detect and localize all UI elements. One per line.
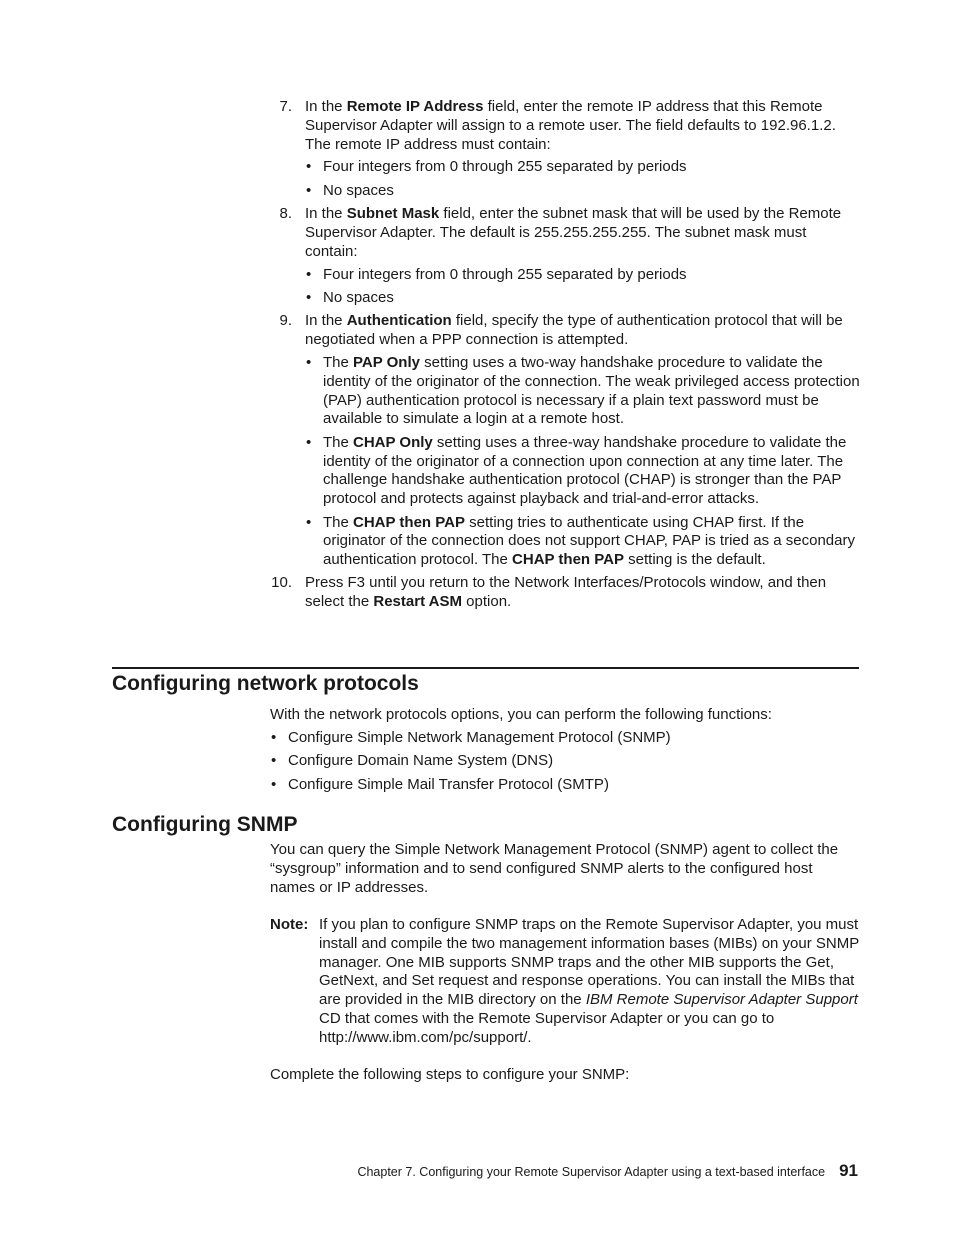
list-item: • Four integers from 0 through 255 separated by periods bbox=[305, 266, 860, 285]
heading-configuring-network-protocols: Configuring network protocols bbox=[112, 672, 419, 695]
note-block bbox=[270, 916, 860, 1048]
step-text: Press F3 until you return to the Network Interfaces/Protocols window, and then select the Restart ASM option. bbox=[305, 574, 827, 611]
list-item-chap-then-pap: • The CHAP then PAP setting tries to authenticate using CHAP first. If the originator of the connection does not support CHAP, PAP is tried as a secondary authentication protocol. The CHAP then PAP setting is the default. bbox=[305, 514, 860, 570]
paragraph: You can query the Simple Network Management Protocol (SNMP) agent to collect the “sysgroup” information and to send configured SNMP alerts to the configured host names or IP addresses. bbox=[270, 841, 839, 896]
paragraph: Complete the following steps to configure your SNMP: bbox=[270, 1066, 630, 1083]
list-item: • No spaces bbox=[305, 289, 860, 308]
network-protocols-bullets bbox=[270, 729, 860, 795]
list-item: • Four integers from 0 through 255 separated by periods bbox=[305, 158, 860, 177]
section-divider bbox=[112, 667, 859, 669]
list-item: • No spaces bbox=[305, 182, 860, 201]
step-number: 9. bbox=[279, 312, 292, 330]
step-text: In the Remote IP Address field, enter the remote IP address that this Remote Supervisor Adapter will assign to a remote user. The field defaults to 192.96.1.2. The remote IP address must contain: bbox=[305, 98, 836, 153]
note-text: If you plan to configure SNMP traps on the Remote Supervisor Adapter, you must install and compile the two management information bases (MIBs) on your SNMP manager. One MIB supports SNMP traps and the other MIB supports the Get, GetNext, and Set request and response operations. You can install the MIBs that are provided in the MIB directory on the IBM Remote Supervisor Adapter Support CD that comes with the Remote Supervisor Adapter or you can go to http://www.ibm.com/pc/support/. bbox=[319, 916, 859, 1046]
step-9-bullets bbox=[305, 354, 860, 570]
step-number: 8. bbox=[279, 205, 292, 223]
list-item: • Configure Simple Mail Transfer Protocol (SMTP) bbox=[270, 776, 860, 795]
footer-chapter-title: Chapter 7. Configuring your Remote Supervisor Adapter using a text-based interface bbox=[357, 1165, 826, 1179]
paragraph: With the network protocols options, you can perform the following functions: bbox=[270, 706, 772, 723]
step-7-bullets bbox=[305, 158, 860, 200]
step-number: 10. bbox=[271, 574, 292, 592]
note-label: Note: bbox=[270, 916, 309, 933]
step-10 bbox=[270, 574, 860, 612]
step-8-bullets bbox=[305, 266, 860, 308]
list-item: • Configure Simple Network Management Protocol (SNMP) bbox=[270, 729, 860, 748]
step-text: In the Authentication field, specify the type of authentication protocol that will be negotiated when a PPP connection is attempted. bbox=[305, 312, 843, 349]
step-9 bbox=[270, 312, 860, 570]
step-text: In the Subnet Mask field, enter the subnet mask that will be used by the Remote Supervisor Adapter. The default is 255.255.255.255. The subnet mask must contain: bbox=[305, 205, 842, 260]
heading-configuring-snmp: Configuring SNMP bbox=[112, 813, 298, 836]
list-item-pap-only: • The PAP Only setting uses a two-way handshake procedure to validate the identity of the originator of the connection. The weak privileged access protection (PAP) authentication protocol is necessary if a plain text password must be available to simulate a login at a remote host. bbox=[305, 354, 860, 429]
step-7 bbox=[270, 98, 860, 201]
page-footer bbox=[357, 1162, 858, 1182]
page-number: 91 bbox=[839, 1161, 858, 1180]
step-number: 7. bbox=[279, 98, 292, 115]
steps-list bbox=[270, 98, 860, 616]
list-item: • Configure Domain Name System (DNS) bbox=[270, 752, 860, 771]
list-item-chap-only: • The CHAP Only setting uses a three-way handshake procedure to validate the identity of the originator of a connection upon connection at any time later. The challenge handshake authentication protocol (CHAP) is stronger than the PAP protocol and protects against playback and trial-and-error attacks. bbox=[305, 434, 860, 509]
network-protocols-body bbox=[270, 706, 860, 799]
step-8 bbox=[270, 205, 860, 308]
